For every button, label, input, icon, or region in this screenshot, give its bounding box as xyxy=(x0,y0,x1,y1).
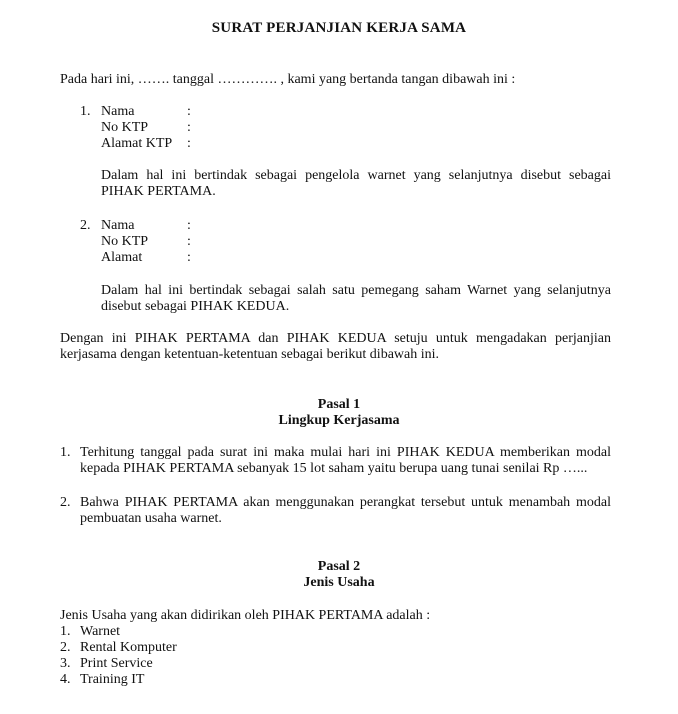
list-item-text: Warnet xyxy=(80,624,121,639)
list-item-text: Training IT xyxy=(80,672,145,687)
document-title: SURAT PERJANJIAN KERJA SAMA xyxy=(211,20,467,36)
list-item-number: 1. xyxy=(60,624,71,639)
agreement-paragraph: Dengan ini PIHAK PERTAMA dan PIHAK KEDUA setuju untuk mengadakan perjanjian kerjasama dengan ketentuan-ketentuan sebagai berikut dibawah ini. xyxy=(60,331,611,362)
party2-field-nama xyxy=(101,218,191,234)
pasal2-heading: Pasal 2 xyxy=(317,559,361,574)
list-item xyxy=(60,640,177,656)
field-label: Nama xyxy=(101,218,135,233)
list-item-text: Rental Komputer xyxy=(80,640,177,655)
pasal1-item-text: Bahwa PIHAK PERTAMA akan menggunakan perangkat tersebut untuk menambah modal pembuatan usaha warnet. xyxy=(80,495,611,526)
intro-paragraph: Pada hari ini, ……. tanggal …………. , kami yang bertanda tangan dibawah ini : xyxy=(60,72,516,87)
field-label: Nama xyxy=(101,104,135,119)
field-label: Alamat xyxy=(101,250,143,265)
party2-field-ktp xyxy=(101,234,191,250)
list-item-text: Print Service xyxy=(80,656,153,671)
pasal2-intro: Jenis Usaha yang akan didirikan oleh PIHAK PERTAMA adalah : xyxy=(60,608,431,623)
list-item-number: 4. xyxy=(60,672,71,687)
party1-description: Dalam hal ini bertindak sebagai pengelola warnet yang selanjutnya disebut sebagai PIHAK PERTAMA. xyxy=(101,168,611,199)
field-separator: : xyxy=(187,136,191,151)
list-item xyxy=(60,656,153,672)
field-separator: : xyxy=(187,250,191,265)
party1-number: 1. xyxy=(80,104,91,119)
list-item-number: 3. xyxy=(60,656,71,671)
party1-field-ktp xyxy=(101,120,191,136)
field-separator: : xyxy=(187,104,191,119)
field-label: Alamat KTP xyxy=(101,136,173,151)
party2-number: 2. xyxy=(80,218,91,233)
list-item xyxy=(60,624,120,640)
list-item-number: 2. xyxy=(60,640,71,655)
pasal1-item-number: 2. xyxy=(60,495,71,510)
field-label: No KTP xyxy=(101,234,149,249)
field-label: No KTP xyxy=(101,120,149,135)
party1-field-alamat xyxy=(101,136,191,152)
pasal1-item-number: 1. xyxy=(60,445,71,460)
party2-field-alamat xyxy=(101,250,191,266)
list-item xyxy=(60,672,144,688)
field-separator: : xyxy=(187,218,191,233)
party1-field-nama xyxy=(101,104,191,120)
party2-description: Dalam hal ini bertindak sebagai salah satu pemegang saham Warnet yang selanjutnya disebut sebagai PIHAK KEDUA. xyxy=(101,283,611,314)
pasal1-item-text: Terhitung tanggal pada surat ini maka mulai hari ini PIHAK KEDUA memberikan modal kepada PIHAK PERTAMA sebanyak 15 lot saham yaitu berupa uang tunai senilai Rp …... xyxy=(80,445,611,476)
pasal1-heading: Pasal 1 xyxy=(317,397,361,412)
pasal2-subheading: Jenis Usaha xyxy=(303,575,375,590)
pasal1-subheading: Lingkup Kerjasama xyxy=(278,413,400,428)
field-separator: : xyxy=(187,120,191,135)
field-separator: : xyxy=(187,234,191,249)
